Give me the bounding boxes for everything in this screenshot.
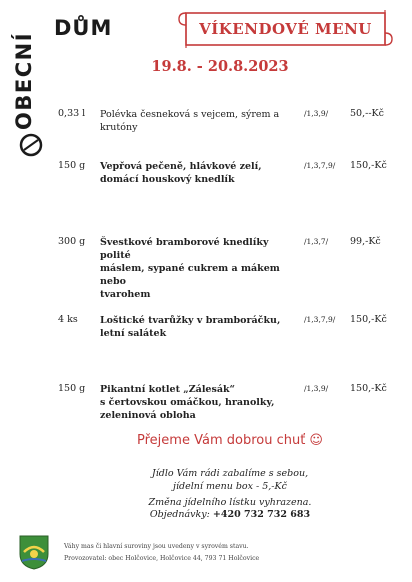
menu-item-description [100,108,300,134]
logo-o-slash [24,140,38,150]
menu-item-price: 150,-Kč [350,383,387,394]
menu-item-quantity: 4 ks [58,314,78,325]
takeaway-note-line2: jídelní menu box - 5,-Kč [173,481,287,492]
menu-item-description-line: Švestkové bramborové knedlíky polité [100,237,269,261]
logo-vertical-svg [4,10,54,160]
menu-item-description-line: Pikantní kotlet „Zálesák“ [100,384,236,395]
menu-item-quantity: 150 g [58,383,86,394]
menu-change-note: Změna jídelního lístku vyhrazena. [148,497,312,508]
menu-item-price: 99,-Kč [350,236,381,247]
menu-item-description-line: tvarohem [100,289,151,300]
menu-item-description-line: Loštické tvarůžky v bramboráčku, [100,315,281,326]
menu-item-allergens: /1,3,9/ [304,384,329,393]
obecni-dum-logo [4,10,54,160]
menu-title: VÍKENDOVÉ MENU [199,20,372,38]
menu-item-price: 150,-Kč [350,160,387,171]
village-emblem-icon [18,534,50,570]
order-note [110,509,350,521]
menu-title-banner [178,10,393,50]
menu-item-allergens: /1,3,7/ [304,237,329,246]
menu-item-description-line: letní salátek [100,328,167,339]
menu-item-quantity: 300 g [58,236,86,247]
menu-item-description [100,236,300,301]
menu-item-allergens: /1,3,7,9/ [304,315,336,324]
menu-item-allergens: /1,3,9/ [304,109,329,118]
menu-item-description-line: zeleninová obloha [100,410,196,421]
footer-weights-note: Váhy mas či hlavní suroviny jsou uvedeny v syrovém stavu. [64,543,249,550]
logo-vertical-text: OBECNÍ [12,31,36,130]
menu-item-description-line: Polévka česneková s vejcem, sýrem a krutóny [100,109,280,133]
takeaway-note-line1: Jídlo Vám rádi zabalíme s sebou, [151,468,309,479]
menu-item-price: 150,-Kč [350,314,387,325]
menu-item-quantity: 0,33 l [58,108,86,119]
menu-item-description-line: Vepřová pečeně, hlávkové zelí, [100,161,262,172]
menu-item-description [100,160,300,186]
order-label: Objednávky: [149,509,210,520]
logo-dum-text: DŮM [54,16,113,40]
footer-operator: Provozovatel: obec Holčovice, Holčovice 44, 793 71 Holčovice [64,555,260,562]
menu-item-quantity: 150 g [58,160,86,171]
menu-item-description-line: domácí houskový knedlík [100,174,235,185]
menu-date-range: 19.8. - 20.8.2023 [151,58,289,75]
menu-item-price: 50,--Kč [350,108,384,119]
menu-item-description [100,314,300,340]
menu-item-description-line: s čertovskou omáčkou, hranolky, [100,397,275,408]
order-phone: +420 732 732 683 [212,509,311,520]
menu-item-allergens: /1,3,7,9/ [304,161,336,170]
wish-text: Přejeme Vám dobrou chuť ☺ [137,433,323,448]
menu-item-description [100,383,300,422]
menu-item-description-line: máslem, sypané cukrem a mákem nebo [100,263,280,287]
